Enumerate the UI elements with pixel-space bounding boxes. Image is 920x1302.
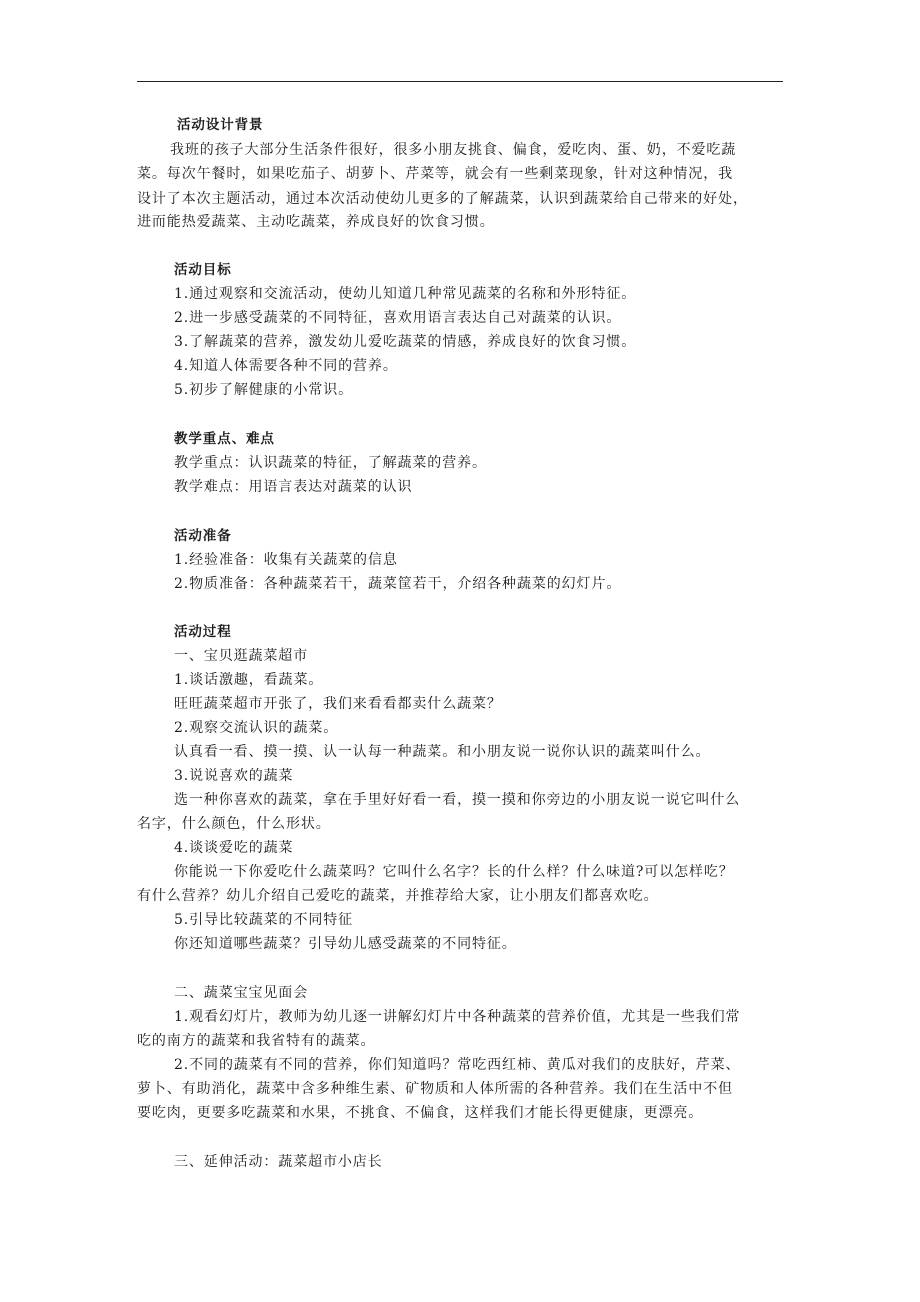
process-part-title: 三、延伸活动：蔬菜超市小店长 [174,1154,383,1170]
process-line: 认真看一看、摸一摸、认一认每一种蔬菜。和小朋友说一说你认识的蔬菜叫什么。 [174,744,711,760]
process-line: 萝卜、有助消化，蔬菜中含多种维生素、矿物质和人体所需的各种营养。我们在生活中不但 [137,1081,733,1097]
focus-item: 教学难点：用语言表达对蔬菜的认识 [174,479,413,495]
focus-item: 教学重点：认识蔬菜的特征，了解蔬菜的营养。 [174,455,487,471]
section-heading-focus: 教学重点、难点 [174,431,275,447]
process-line: 4.谈谈爱吃的蔬菜 [174,840,294,856]
process-line: 1.观看幻灯片，教师为幼儿逐一讲解幻灯片中各种蔬菜的营养价值，尤其是一些我们常 [174,1009,741,1025]
paragraph-line: 进而能热爱蔬菜、主动吃蔬菜，养成良好的饮食习惯。 [137,214,495,230]
process-line: 要吃肉，更要多吃蔬菜和水果，不挑食、不偏食，这样我们才能长得更健康，更漂亮。 [137,1105,704,1121]
process-line: 2.观察交流认识的蔬菜。 [174,720,339,736]
process-line: 你能说一下你爱吃什么蔬菜吗？它叫什么名字？长的什么样？什么味道?可以怎样吃？ [174,864,734,880]
process-line: 3.说说喜欢的蔬菜 [174,768,294,784]
goal-item: 5.初步了解健康的小常识。 [174,382,354,398]
paragraph-line: 菜。每次午餐时，如果吃茄子、胡萝卜、芹菜等，就会有一些剩菜现象，针对这种情况，我 [137,166,733,182]
process-line: 旺旺蔬菜超市开张了，我们来看看都卖什么蔬菜？ [174,696,502,712]
process-line: 有什么营养？幼儿介绍自己爱吃的蔬菜，并推荐给大家，让小朋友们都喜欢吃。 [137,888,659,904]
process-line: 1.谈话激趣，看蔬菜。 [174,672,324,688]
header-rule [137,81,783,82]
prep-item: 2.物质准备：各种蔬菜若干，蔬菜筐若干，介绍各种蔬菜的幻灯片。 [174,576,622,592]
goal-item: 1.通过观察和交流活动，使幼儿知道几种常见蔬菜的名称和外形特征。 [174,286,637,302]
process-part-title: 一、宝贝逛蔬菜超市 [174,648,309,664]
process-line: 2.不同的蔬菜有不同的营养，你们知道吗？常吃西红柿、黄瓜对我们的皮肤好，芹菜、 [174,1057,741,1073]
goal-item: 3.了解蔬菜的营养，激发幼儿爱吃蔬菜的情感，养成良好的饮食习惯。 [174,334,637,350]
prep-item: 1.经验准备：收集有关蔬菜的信息 [174,552,398,568]
paragraph-line: 设计了本次主题活动，通过本次活动使幼儿更多的了解蔬菜，认识到蔬菜给自己带来的好处， [137,191,748,207]
process-line: 选一种你喜欢的蔬菜，拿在手里好好看一看，摸一摸和你旁边的小朋友说一说它叫什么 [174,792,741,808]
section-heading-background: 活动设计背景 [177,117,264,133]
process-line: 名字，什么颜色，什么形状。 [137,816,331,832]
section-heading-goals: 活动目标 [174,262,232,278]
process-line: 吃的南方的蔬菜和我省特有的蔬菜。 [137,1033,376,1049]
process-part-title: 二、蔬菜宝宝见面会 [174,985,309,1001]
process-line: 你还知道哪些蔬菜？引导幼儿感受蔬菜的不同特征。 [174,936,517,952]
paragraph-line: 我班的孩子大部分生活条件很好，很多小朋友挑食、偏食，爱吃肉、蛋、奶，不爱吃蔬 [170,142,737,158]
goal-item: 2.进一步感受蔬菜的不同特征，喜欢用语言表达自己对蔬菜的认识。 [174,310,622,326]
goal-item: 4.知道人体需要各种不同的营养。 [174,358,398,374]
section-heading-prep: 活动准备 [174,528,232,544]
process-line: 5.引导比较蔬菜的不同特征 [174,912,354,928]
section-heading-process: 活动过程 [174,624,232,640]
